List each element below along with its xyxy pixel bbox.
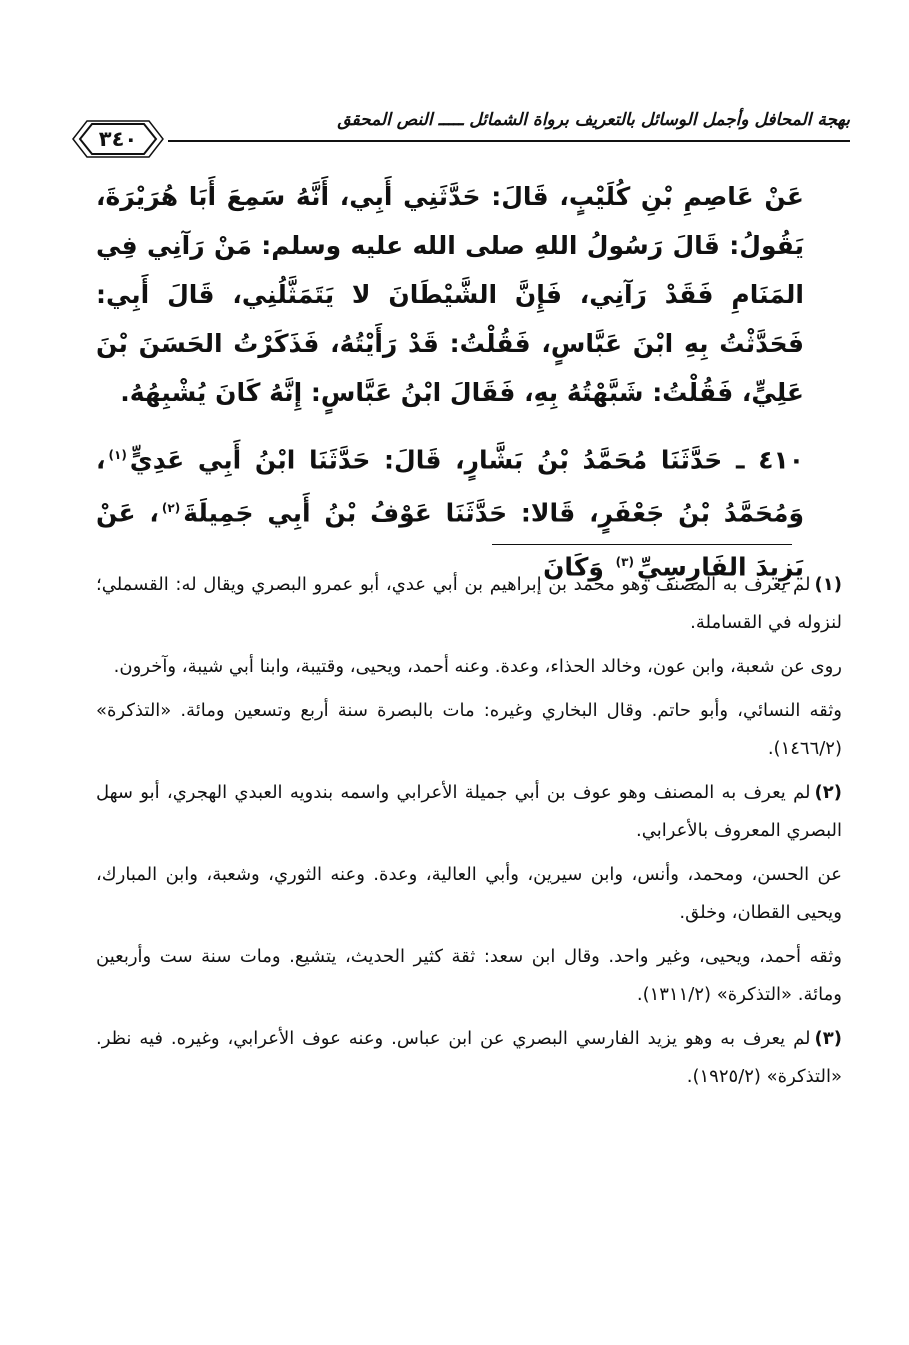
footnote-item (96, 566, 842, 642)
running-header (64, 108, 850, 164)
footnote-text: لم يعرف به المصنف وهو محمد بن إبراهيم بن أبي عدي، أبو عمرو البصري ويقال له: القسملي؛ لنزوله في القساملة. (96, 574, 842, 633)
footnote-text: وثقه أحمد، ويحيى، وغير واحد. وقال ابن سعد: ثقة كثير الحديث، يتشيع. ومات سنة ست وأربعين ومائة. «التذكرة» (١٣١١/٢). (96, 946, 842, 1005)
hadith-text-segment: وَكَانَ (543, 551, 604, 581)
footnote-separator (492, 544, 792, 545)
hadith-text-segment: ، عَنْ يَزِيدَ الفَارِسِيِّ (96, 498, 804, 581)
footnote-item (96, 1020, 842, 1096)
footnote-item (96, 938, 842, 1014)
footnotes (96, 566, 842, 1102)
page-number: ٣٤٠ (98, 127, 138, 151)
hadith-text-segment: ، وَمُحَمَّدُ بْنُ جَعْفَرٍ، قَالا: حَدَّثَنَا عَوْفُ بْنُ أَبِي جَمِيلَةَ (96, 445, 804, 528)
footnote-text: عن الحسن، ومحمد، وأنس، وابن سيرين، وأبي العالية، وعدة. وعنه الثوري، وشعبة، وابن المبارك، ويحيى القطان، وخلق. (96, 864, 842, 923)
footnote-item (96, 648, 842, 686)
footnote-text: روى عن شعبة، وابن عون، وخالد الحذاء، وعدة. وعنه أحمد، ويحيى، وقتيبة، وابنا أبي شيبة، وآخرون. (113, 656, 842, 677)
footnote-text: وثقه النسائي، وأبو حاتم. وقال البخاري وغيره: مات بالبصرة سنة أربع وتسعين ومائة. «التذكرة» (١٤٦٦/٢). (96, 700, 842, 759)
hadith-text-segment: حَدَّثَنَا مُحَمَّدُ بْنُ بَشَّارٍ، قَالَ: حَدَّثَنَا ابْنُ أَبِي عَدِيٍّ (129, 445, 723, 475)
footnote-text: لم يعرف به وهو يزيد الفارسي البصري عن ابن عباس. وعنه عوف الأعرابي، وغيره. فيه نظر. «التذكرة» (١٩٢٥/٢). (96, 1028, 842, 1087)
footnote-reference[interactable]: (٣) (615, 554, 634, 569)
footnote-item (96, 856, 842, 932)
footnote-reference[interactable]: (٢) (161, 501, 181, 516)
footnote-marker: (٢) (814, 782, 842, 803)
hadith-text (96, 172, 804, 605)
running-header-title: بهجة المحافل وأجمل الوسائل بالتعريف برواة الشمائل ـــــ النص المحقق (337, 110, 850, 130)
footnote-marker: (١) (814, 574, 842, 595)
hadith-paragraph: عَنْ عَاصِمِ بْنِ كُلَيْبٍ، قَالَ: حَدَّثَنِي أَبِي، أَنَّهُ سَمِعَ أَبَا هُرَيْرَةَ، يَقُولُ: قَالَ رَسُولُ اللهِ صلى الله عليه وسلم: مَنْ رَآنِي فِي المَنَامِ فَقَدْ رَآنِي، فَإِنَّ الشَّيْطَانَ لا يَتَمَثَّلُنِي، قَالَ أَبِي: فَحَدَّثْتُ بِهِ ابْنَ عَبَّاسٍ، فَقُلْتُ: قَدْ رَأَيْتُهُ، فَذَكَرْتُ الحَسَنَ بْنَ عَلِيٍّ، فَقُلْتُ: شَبَّهْتُهُ بِهِ، فَقَالَ ابْنُ عَبَّاسٍ: إِنَّهُ كَانَ يُشْبِهُهُ. (96, 182, 804, 407)
footnote-item (96, 692, 842, 768)
footnote-text: لم يعرف به المصنف وهو عوف بن أبي جميلة الأعرابي واسمه بندويه العبدي الهجري، أبو سهل البصري المعروف بالأعرابي. (96, 782, 842, 841)
footnote-reference[interactable]: (١) (108, 448, 127, 462)
footnote-marker: (٣) (814, 1028, 842, 1049)
header-rule (168, 140, 850, 142)
page-number-frame (70, 120, 166, 158)
footnote-item (96, 774, 842, 850)
hadith-number: ٤١٠ ـ (735, 445, 804, 475)
